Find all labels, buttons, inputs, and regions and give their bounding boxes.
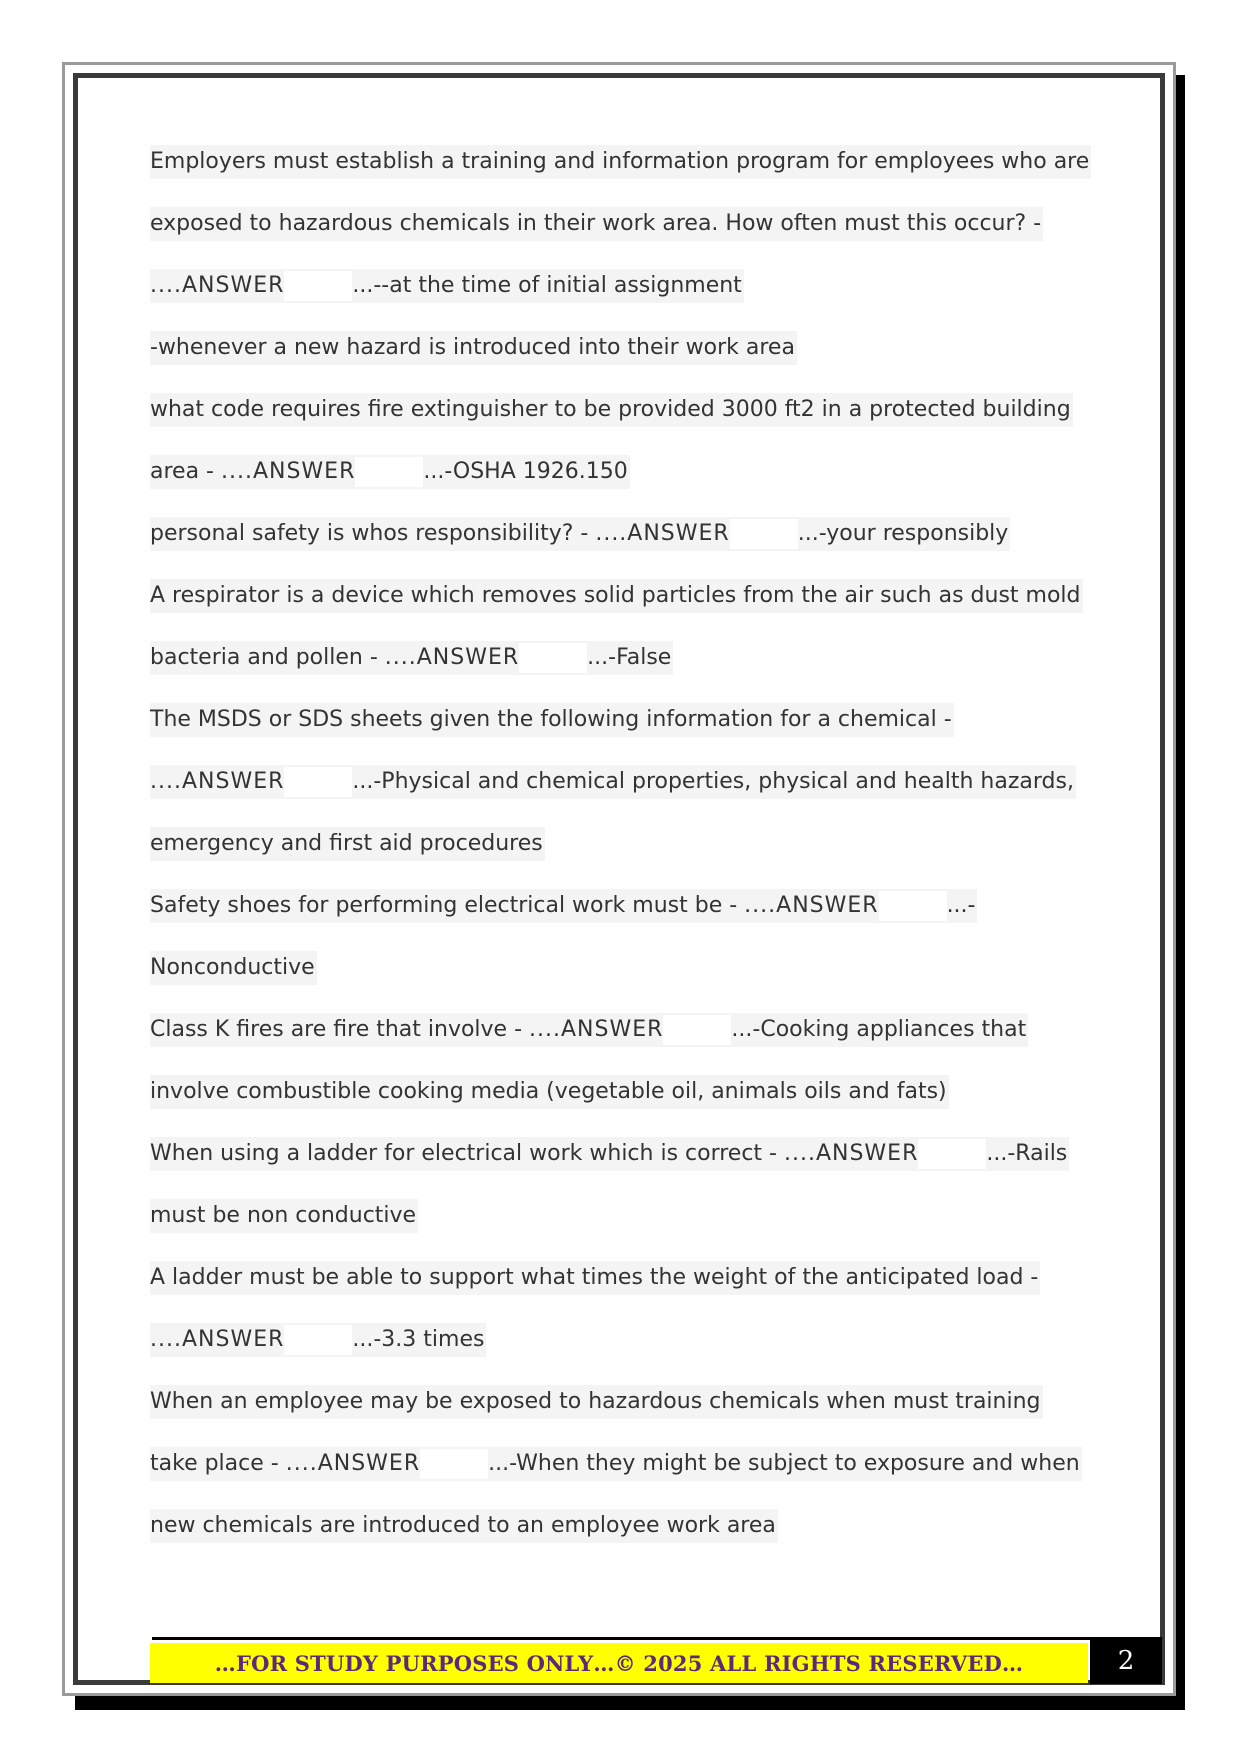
answer-label: ....ANSWER (595, 521, 730, 546)
answer-text: ...-When they might be subject to exposure and when (488, 1451, 1080, 1476)
question-text: Safety shoes for performing electrical work must be - (150, 893, 745, 918)
footer-banner: …FOR STUDY PURPOSES ONLY…© 2025 ALL RIGHTS RESERVED… (150, 1643, 1088, 1683)
answer-label: ....ANSWER (220, 459, 356, 484)
text-row (150, 1447, 1090, 1509)
text-row (150, 145, 1090, 207)
answer-gap (918, 1139, 986, 1169)
text-row (150, 455, 1090, 517)
text-row (150, 579, 1090, 641)
answer-text: ...-Rails (986, 1141, 1068, 1166)
answer-gap (284, 1325, 352, 1355)
answer-text: ...- (946, 893, 976, 918)
answer-continuation: involve combustible cooking media (vegetable oil, animals oils and fats) (150, 1075, 949, 1109)
text-row (150, 1013, 1090, 1075)
qa-item (150, 517, 1090, 579)
question-text: Class K fires are fire that involve - (150, 1017, 530, 1042)
answer-label: ....ANSWER (384, 645, 520, 670)
answer-text: ...-your responsibly (797, 521, 1009, 546)
answer-line (150, 517, 1010, 551)
question-text: The MSDS or SDS sheets given the following information for a chemical - (150, 703, 954, 737)
answer-continuation: Nonconductive (150, 951, 317, 985)
answer-label: ....ANSWER (529, 1017, 664, 1042)
text-row (150, 703, 1090, 765)
answer-label: ....ANSWER (783, 1141, 919, 1166)
qa-item (150, 1261, 1090, 1385)
answer-label: ....ANSWER (150, 1327, 285, 1352)
answer-continuation: -whenever a new hazard is introduced into their work area (150, 331, 797, 365)
text-row (150, 1385, 1090, 1447)
answer-label: ....ANSWER (150, 273, 285, 298)
answer-text: ...-False (587, 645, 672, 670)
qa-item (150, 1385, 1090, 1571)
question-text: take place - (150, 1451, 286, 1476)
question-text: When an employee may be exposed to hazardous chemicals when must training (150, 1385, 1043, 1419)
answer-continuation: new chemicals are introduced to an employee work area (150, 1509, 778, 1543)
answer-line (150, 455, 630, 489)
answer-label: ....ANSWER (285, 1451, 421, 1476)
answer-text: ...-Cooking appliances that (731, 1017, 1027, 1042)
answer-gap (879, 891, 947, 921)
question-text: When using a ladder for electrical work which is correct - (150, 1141, 784, 1166)
answer-text: ...-3.3 times (352, 1327, 485, 1352)
answer-line (150, 889, 977, 923)
text-row (150, 517, 1090, 579)
answer-line (150, 1447, 1082, 1481)
text-row (150, 331, 1090, 393)
question-text: area - (150, 459, 221, 484)
answer-text: ...-OSHA 1926.150 (423, 459, 628, 484)
text-row (150, 1137, 1090, 1199)
qa-item (150, 1013, 1090, 1137)
question-text: A ladder must be able to support what times the weight of the anticipated load - (150, 1261, 1040, 1295)
answer-gap (284, 767, 352, 797)
text-row (150, 1075, 1090, 1137)
footer-rule (152, 1637, 1090, 1640)
answer-line (150, 269, 744, 303)
answer-line (150, 1013, 1028, 1047)
text-row (150, 269, 1090, 331)
answer-label: ....ANSWER (150, 769, 285, 794)
question-text: exposed to hazardous chemicals in their work area. How often must this occur? - (150, 207, 1043, 241)
question-text: what code requires fire extinguisher to be provided 3000 ft2 in a protected building (150, 393, 1073, 427)
text-row (150, 765, 1090, 827)
page-number: 2 (1090, 1637, 1162, 1684)
answer-gap (420, 1449, 488, 1479)
qa-item (150, 703, 1090, 889)
text-row (150, 889, 1090, 951)
answer-line (150, 1323, 486, 1357)
answer-line (150, 765, 1076, 799)
text-row (150, 1199, 1090, 1261)
answer-text: ...--at the time of initial assignment (352, 273, 742, 298)
question-text: personal safety is whos responsibility? - (150, 521, 596, 546)
qa-item (150, 889, 1090, 1013)
text-row (150, 951, 1090, 1013)
answer-gap (284, 271, 352, 301)
qa-item (150, 1137, 1090, 1261)
answer-gap (355, 457, 423, 487)
answer-label: ....ANSWER (744, 893, 879, 918)
text-row (150, 207, 1090, 269)
question-text: bacteria and pollen - (150, 645, 385, 670)
question-text: A respirator is a device which removes solid particles from the air such as dust mold (150, 579, 1083, 613)
document-body (150, 145, 1090, 1571)
answer-gap (519, 643, 587, 673)
answer-gap (730, 519, 798, 549)
text-row (150, 1509, 1090, 1571)
text-row (150, 827, 1090, 889)
answer-line (150, 641, 673, 675)
text-row (150, 1261, 1090, 1323)
qa-item (150, 393, 1090, 517)
qa-item (150, 145, 1090, 393)
text-row (150, 1323, 1090, 1385)
answer-line (150, 1137, 1069, 1171)
text-row (150, 393, 1090, 455)
text-row (150, 641, 1090, 703)
answer-continuation: emergency and first aid procedures (150, 827, 545, 861)
question-text: Employers must establish a training and information program for employees who are (150, 145, 1091, 179)
answer-text: ...-Physical and chemical properties, physical and health hazards, (352, 769, 1074, 794)
qa-item (150, 579, 1090, 703)
answer-gap (663, 1015, 731, 1045)
answer-continuation: must be non conductive (150, 1199, 418, 1233)
